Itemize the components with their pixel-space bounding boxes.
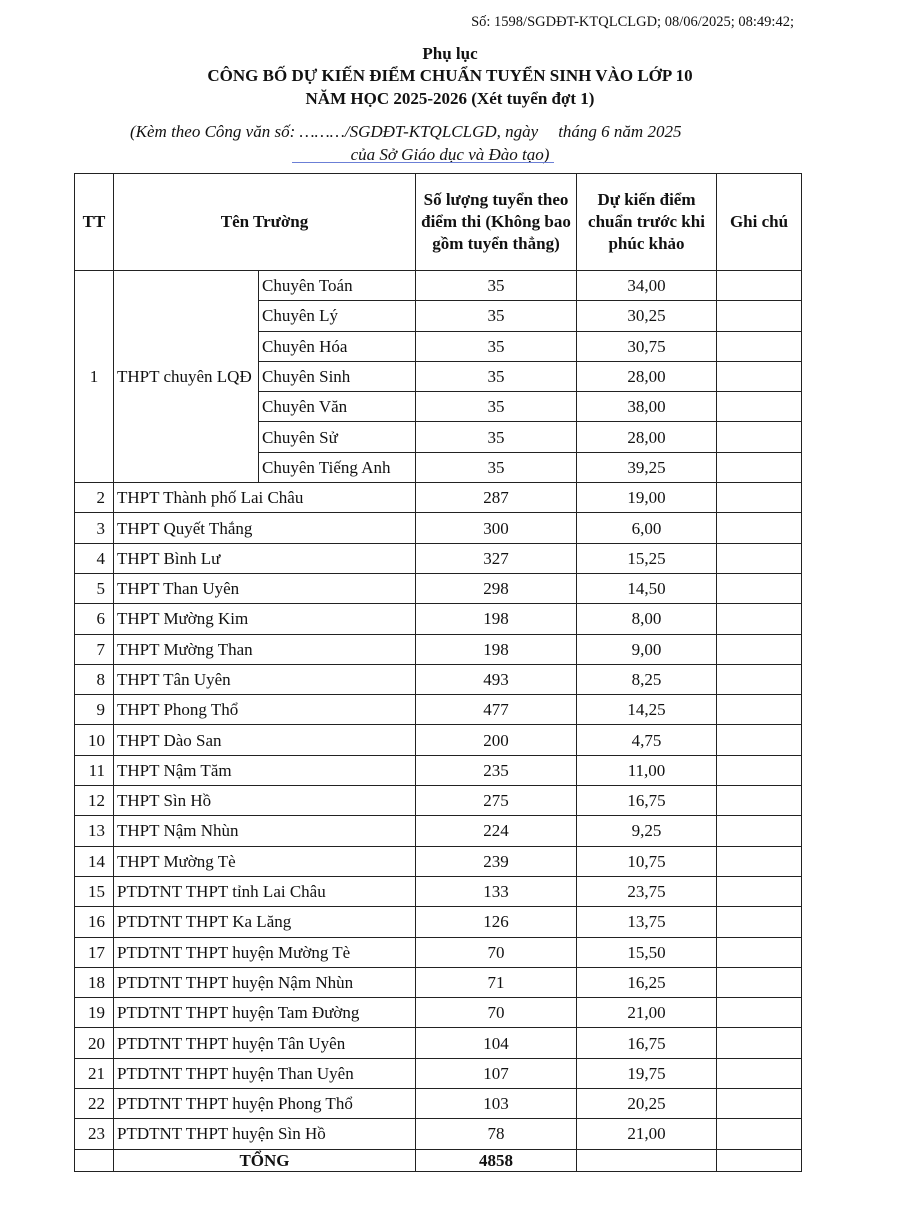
- score-value: 14,25: [577, 695, 717, 725]
- class-name: Chuyên Hóa: [259, 331, 416, 361]
- quota-value: 35: [416, 452, 577, 482]
- quota-value: 35: [416, 331, 577, 361]
- school-name: THPT Than Uyên: [114, 573, 416, 603]
- row-number: 12: [75, 786, 114, 816]
- note-cell: [717, 876, 802, 906]
- note-cell: [717, 513, 802, 543]
- class-name: Chuyên Sinh: [259, 361, 416, 391]
- quota-value: 70: [416, 998, 577, 1028]
- table-body: [75, 271, 802, 1172]
- subtitle-line-1: [130, 122, 681, 142]
- subtitle-reference: (Kèm theo Công văn số: ………/SGDĐT-KTQLCLGD, ngày: [130, 122, 539, 141]
- score-value: 34,00: [577, 271, 717, 301]
- score-value: 14,50: [577, 573, 717, 603]
- school-name: PTDTNT THPT huyện Nậm Nhùn: [114, 967, 416, 997]
- school-name: THPT Tân Uyên: [114, 664, 416, 694]
- table-row: [75, 998, 802, 1028]
- table-row: [75, 573, 802, 603]
- quota-value: 200: [416, 725, 577, 755]
- quota-value: 35: [416, 392, 577, 422]
- quota-value: 477: [416, 695, 577, 725]
- row-number: 9: [75, 695, 114, 725]
- total-label: TỔNG: [114, 1149, 416, 1171]
- table-row: [75, 876, 802, 906]
- header-note: Ghi chú: [717, 174, 802, 271]
- quota-value: 35: [416, 361, 577, 391]
- score-value: 30,75: [577, 331, 717, 361]
- note-cell: [717, 422, 802, 452]
- score-value: 21,00: [577, 1119, 717, 1149]
- row-number: 10: [75, 725, 114, 755]
- table-row: [75, 1028, 802, 1058]
- score-value: 9,25: [577, 816, 717, 846]
- score-value: 19,00: [577, 483, 717, 513]
- subtitle-date: tháng 6 năm 2025: [558, 122, 682, 141]
- header-quota: Số lượng tuyển theo điểm thi (Không bao gồm tuyển thẳng): [416, 174, 577, 271]
- table-row: [75, 695, 802, 725]
- quota-value: 300: [416, 513, 577, 543]
- note-cell: [717, 331, 802, 361]
- score-value: 16,75: [577, 786, 717, 816]
- note-cell: [717, 301, 802, 331]
- row-number: 4: [75, 543, 114, 573]
- quota-value: 70: [416, 937, 577, 967]
- row-number: 22: [75, 1089, 114, 1119]
- table-header-row: [75, 174, 802, 271]
- note-cell: [717, 452, 802, 482]
- score-value: 38,00: [577, 392, 717, 422]
- quota-value: 35: [416, 301, 577, 331]
- quota-value: 275: [416, 786, 577, 816]
- note-cell: [717, 937, 802, 967]
- score-value: 8,25: [577, 664, 717, 694]
- score-value: 16,25: [577, 967, 717, 997]
- school-name: THPT Mường Kim: [114, 604, 416, 634]
- row-number: 15: [75, 876, 114, 906]
- score-value: 8,00: [577, 604, 717, 634]
- table-row: [75, 755, 802, 785]
- quota-value: 103: [416, 1089, 577, 1119]
- school-name: THPT Thành phố Lai Châu: [114, 483, 416, 513]
- score-value: 15,50: [577, 937, 717, 967]
- quota-value: 107: [416, 1058, 577, 1088]
- table-row: [75, 513, 802, 543]
- note-cell: [717, 1119, 802, 1149]
- note-cell: [717, 695, 802, 725]
- class-name: Chuyên Văn: [259, 392, 416, 422]
- table-row: [75, 664, 802, 694]
- note-cell: [717, 1058, 802, 1088]
- score-value: 23,75: [577, 876, 717, 906]
- score-value: 30,25: [577, 301, 717, 331]
- school-name: THPT Bình Lư: [114, 543, 416, 573]
- quota-value: 235: [416, 755, 577, 785]
- row-number: 18: [75, 967, 114, 997]
- note-cell: [717, 1089, 802, 1119]
- school-name: THPT Nậm Nhùn: [114, 816, 416, 846]
- quota-value: 239: [416, 846, 577, 876]
- school-name: THPT Mường Tè: [114, 846, 416, 876]
- quota-value: 327: [416, 543, 577, 573]
- total-row: [75, 1149, 802, 1171]
- total-score-cell: [577, 1149, 717, 1171]
- header-score: Dự kiến điểm chuẩn trước khi phúc khảo: [577, 174, 717, 271]
- quota-value: 198: [416, 634, 577, 664]
- note-cell: [717, 967, 802, 997]
- year-title: NĂM HỌC 2025-2026 (Xét tuyển đợt 1): [305, 89, 595, 108]
- note-cell: [717, 483, 802, 513]
- class-name: Chuyên Tiếng Anh: [259, 452, 416, 482]
- table-row: [75, 816, 802, 846]
- main-title: CÔNG BỐ DỰ KIẾN ĐIỂM CHUẨN TUYỂN SINH VÀO LỚP 10: [207, 66, 693, 85]
- school-name: THPT Dào San: [114, 725, 416, 755]
- table-row: [75, 937, 802, 967]
- note-cell: [717, 604, 802, 634]
- table-row: [75, 543, 802, 573]
- table-row: [75, 725, 802, 755]
- school-name: THPT chuyên LQĐ: [114, 271, 259, 483]
- row-number: 1: [75, 271, 114, 483]
- total-tt-cell: [75, 1149, 114, 1171]
- school-name: THPT Phong Thổ: [114, 695, 416, 725]
- quota-value: 133: [416, 876, 577, 906]
- table-row: [75, 1119, 802, 1149]
- header-tt: TT: [75, 174, 114, 271]
- score-value: 13,75: [577, 907, 717, 937]
- note-cell: [717, 271, 802, 301]
- quota-value: 35: [416, 271, 577, 301]
- appendix-title: Phụ lục: [422, 44, 478, 63]
- row-number: 7: [75, 634, 114, 664]
- row-number: 23: [75, 1119, 114, 1149]
- score-value: 11,00: [577, 755, 717, 785]
- score-value: 28,00: [577, 361, 717, 391]
- quota-value: 493: [416, 664, 577, 694]
- table-row: [75, 846, 802, 876]
- note-cell: [717, 755, 802, 785]
- note-cell: [717, 1028, 802, 1058]
- score-value: 15,25: [577, 543, 717, 573]
- table-row: [75, 907, 802, 937]
- row-number: 6: [75, 604, 114, 634]
- row-number: 3: [75, 513, 114, 543]
- note-cell: [717, 907, 802, 937]
- school-name: THPT Quyết Thắng: [114, 513, 416, 543]
- note-cell: [717, 786, 802, 816]
- class-name: Chuyên Sử: [259, 422, 416, 452]
- row-number: 20: [75, 1028, 114, 1058]
- score-value: 16,75: [577, 1028, 717, 1058]
- row-number: 2: [75, 483, 114, 513]
- table-row: [75, 604, 802, 634]
- total-note-cell: [717, 1149, 802, 1171]
- school-name: PTDTNT THPT huyện Tam Đường: [114, 998, 416, 1028]
- table-row: [75, 483, 802, 513]
- row-number: 13: [75, 816, 114, 846]
- school-name: PTDTNT THPT huyện Sìn Hồ: [114, 1119, 416, 1149]
- class-name: Chuyên Lý: [259, 301, 416, 331]
- row-number: 11: [75, 755, 114, 785]
- score-value: 4,75: [577, 725, 717, 755]
- row-number: 17: [75, 937, 114, 967]
- total-quota: 4858: [416, 1149, 577, 1171]
- subtitle-underline: [292, 162, 554, 163]
- quota-value: 71: [416, 967, 577, 997]
- score-value: 10,75: [577, 846, 717, 876]
- quota-value: 78: [416, 1119, 577, 1149]
- school-name: PTDTNT THPT huyện Mường Tè: [114, 937, 416, 967]
- table-row: [75, 967, 802, 997]
- quota-value: 126: [416, 907, 577, 937]
- table-row: [75, 271, 802, 301]
- row-number: 19: [75, 998, 114, 1028]
- table-row: [75, 786, 802, 816]
- score-value: 39,25: [577, 452, 717, 482]
- header-school: Tên Trường: [114, 174, 416, 271]
- note-cell: [717, 725, 802, 755]
- note-cell: [717, 361, 802, 391]
- quota-value: 104: [416, 1028, 577, 1058]
- score-value: 28,00: [577, 422, 717, 452]
- row-number: 14: [75, 846, 114, 876]
- class-name: Chuyên Toán: [259, 271, 416, 301]
- row-number: 21: [75, 1058, 114, 1088]
- school-name: PTDTNT THPT huyện Than Uyên: [114, 1058, 416, 1088]
- row-number: 5: [75, 573, 114, 603]
- score-value: 9,00: [577, 634, 717, 664]
- quota-value: 298: [416, 573, 577, 603]
- table-row: [75, 1058, 802, 1088]
- subtitle-line-2: của Sở Giáo dục và Đào tạo): [350, 145, 550, 164]
- note-cell: [717, 573, 802, 603]
- school-name: PTDTNT THPT huyện Phong Thổ: [114, 1089, 416, 1119]
- school-name: THPT Sìn Hồ: [114, 786, 416, 816]
- score-value: 19,75: [577, 1058, 717, 1088]
- school-name: THPT Mường Than: [114, 634, 416, 664]
- table-row: [75, 1089, 802, 1119]
- quota-value: 224: [416, 816, 577, 846]
- table-row: [75, 634, 802, 664]
- row-number: 8: [75, 664, 114, 694]
- note-cell: [717, 816, 802, 846]
- score-value: 21,00: [577, 998, 717, 1028]
- note-cell: [717, 998, 802, 1028]
- school-name: PTDTNT THPT huyện Tân Uyên: [114, 1028, 416, 1058]
- score-value: 20,25: [577, 1089, 717, 1119]
- quota-value: 35: [416, 422, 577, 452]
- score-value: 6,00: [577, 513, 717, 543]
- school-name: THPT Nậm Tăm: [114, 755, 416, 785]
- note-cell: [717, 543, 802, 573]
- row-number: 16: [75, 907, 114, 937]
- note-cell: [717, 664, 802, 694]
- quota-value: 198: [416, 604, 577, 634]
- school-name: PTDTNT THPT tỉnh Lai Châu: [114, 876, 416, 906]
- quota-value: 287: [416, 483, 577, 513]
- note-cell: [717, 846, 802, 876]
- note-cell: [717, 634, 802, 664]
- school-name: PTDTNT THPT Ka Lăng: [114, 907, 416, 937]
- document-stamp: Số: 1598/SGDĐT-KTQLCLGD; 08/06/2025; 08:49:42;: [471, 14, 794, 30]
- note-cell: [717, 392, 802, 422]
- admission-score-table: [74, 173, 802, 1172]
